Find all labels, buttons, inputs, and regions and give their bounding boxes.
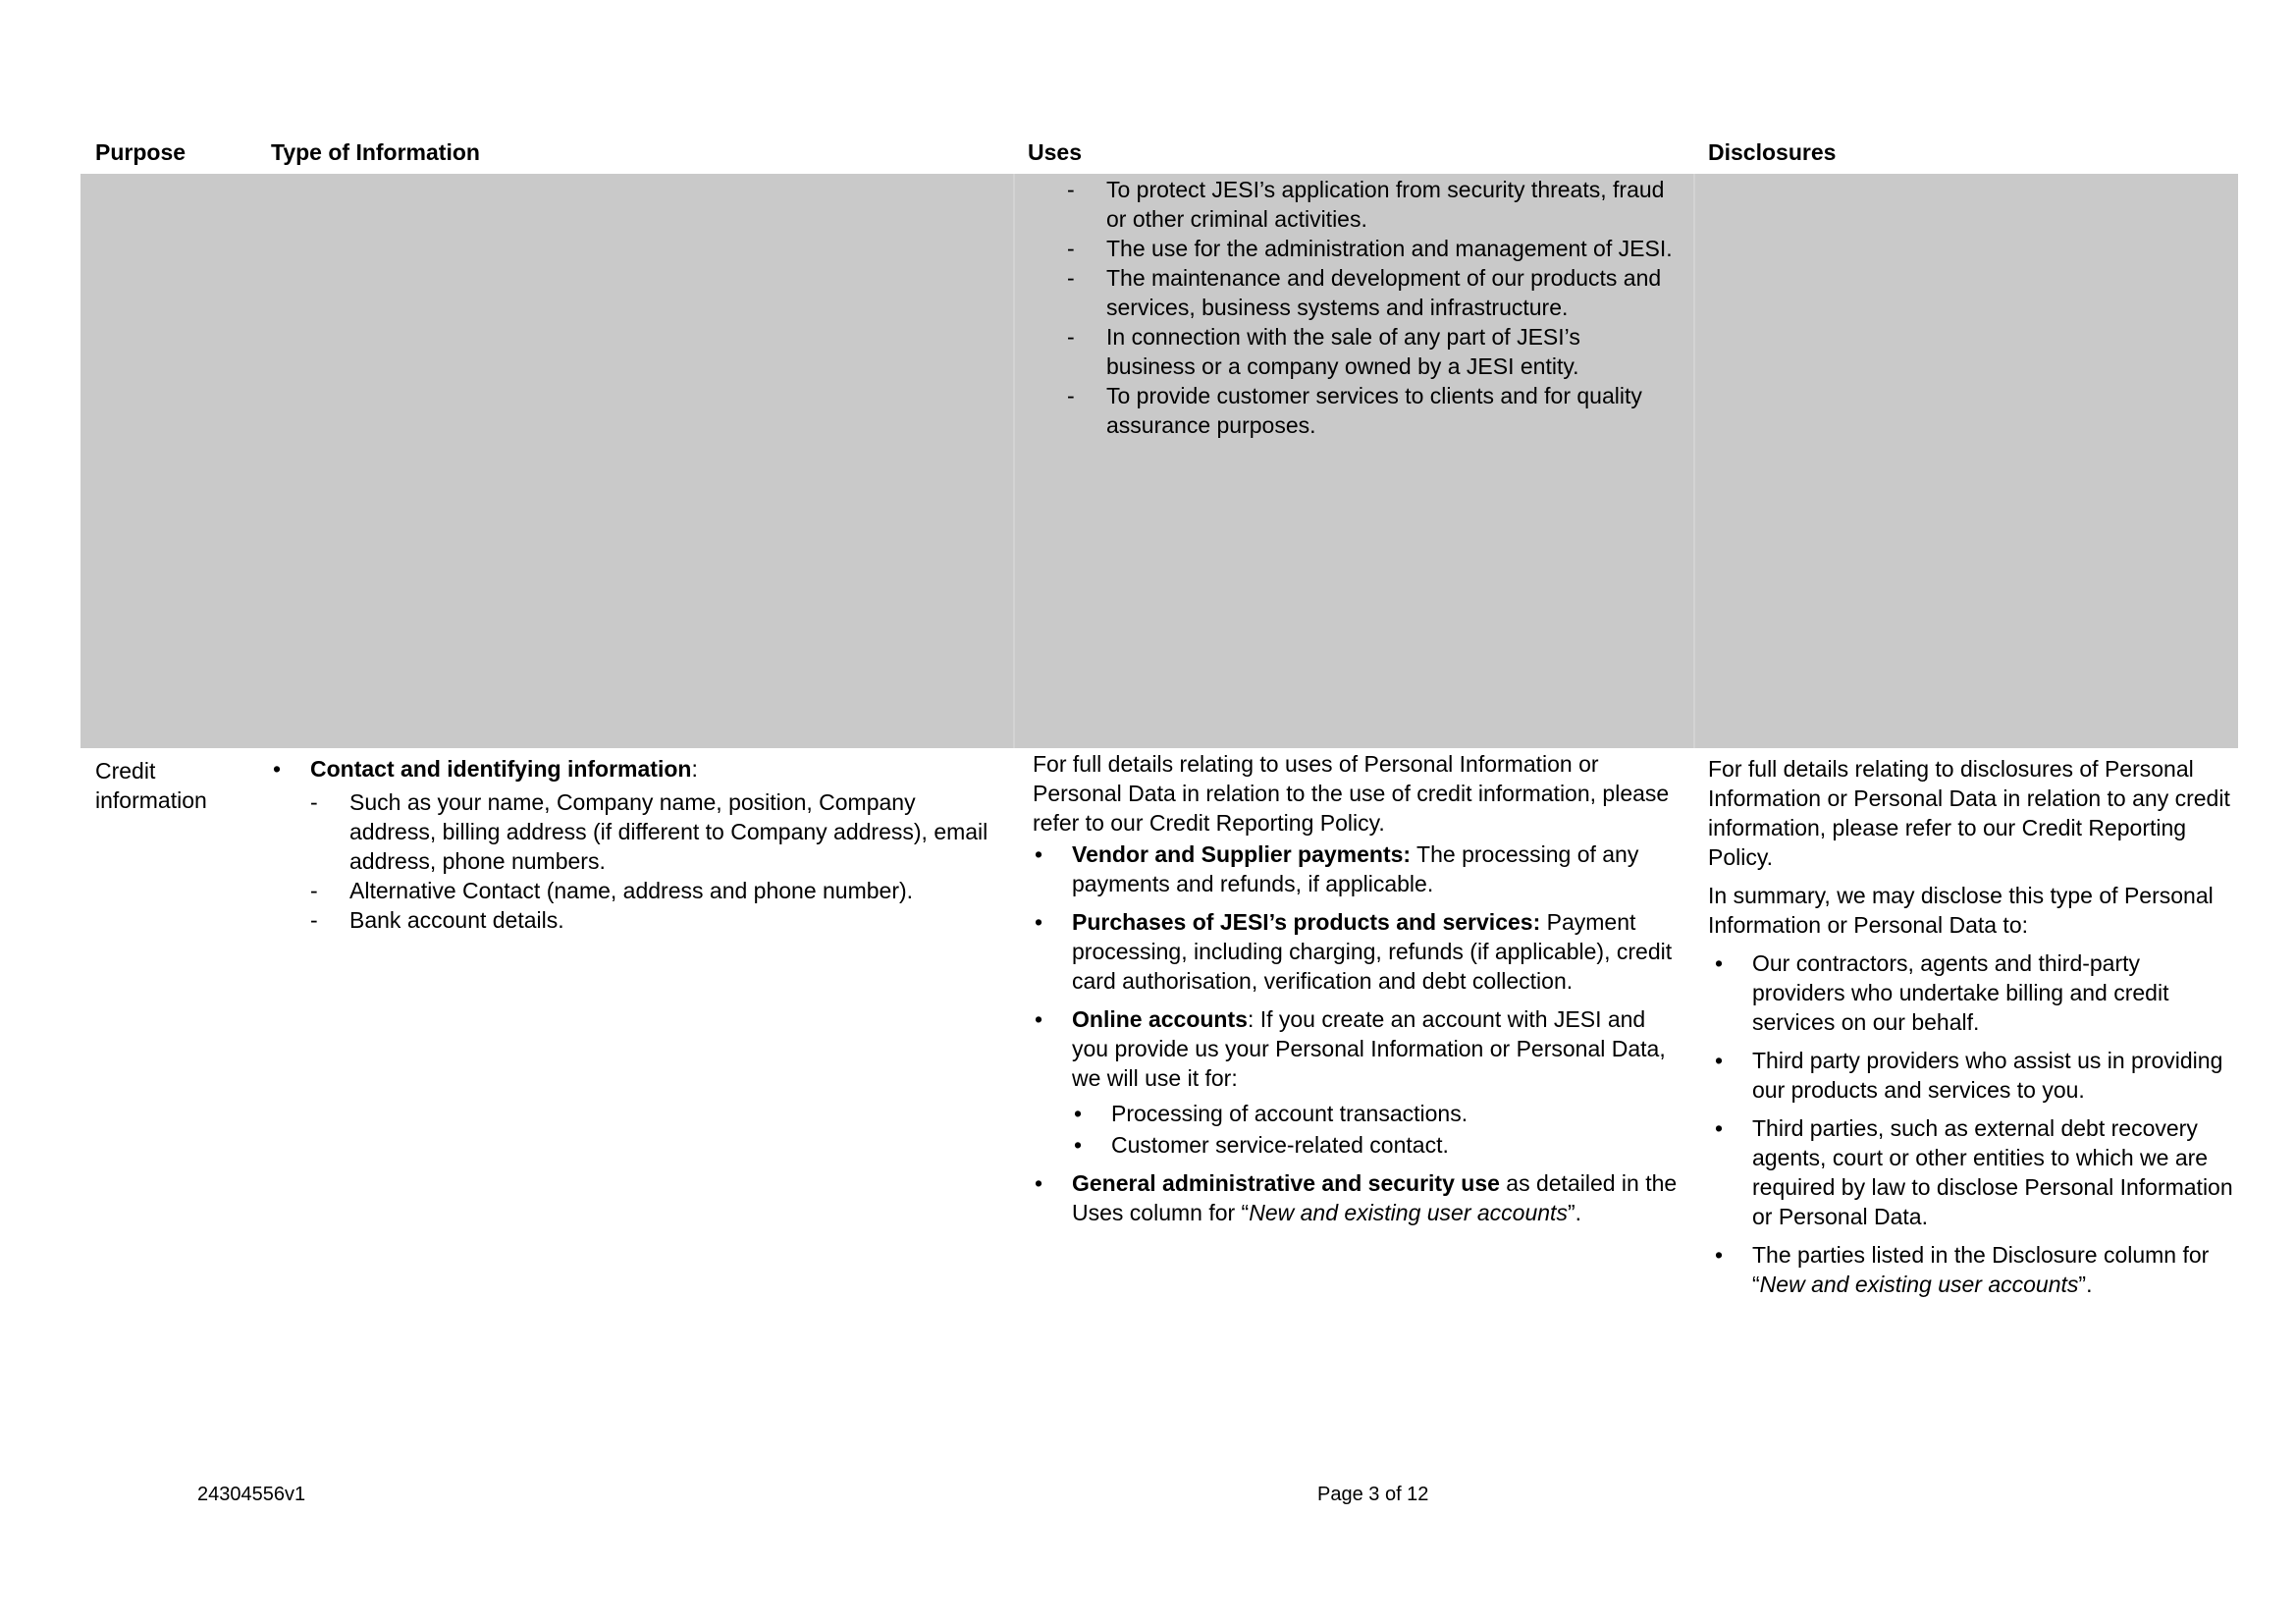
bold-text: General administrative and security use (1072, 1170, 1500, 1196)
list-item: - Such as your name, Company name, position, Company address, billing address (if different to Company address), email address, phone numbers. (310, 787, 997, 876)
bold-text: Vendor and Supplier payments: (1072, 841, 1412, 867)
document-id: 24304556v1 (197, 1484, 306, 1505)
row2-disclosures (1708, 754, 2238, 1308)
list-item: - The maintenance and development of our products and services, business systems and infrastructure. (1067, 263, 1676, 322)
list-item: • Our contractors, agents and third-party providers who undertake billing and credit services on our behalf. (1713, 948, 2238, 1037)
list-item (1033, 839, 1681, 898)
column-divider (1013, 174, 1015, 748)
list-item: - In connection with the sale of any part of JESI’s business or a company owned by a JESI entity. (1067, 322, 1676, 381)
list-item: - Bank account details. (310, 905, 997, 935)
row2-uses (1033, 749, 1681, 1236)
list-item (1033, 1004, 1681, 1160)
list-item: - To protect JESI’s application from security threats, fraud or other criminal activities. (1067, 175, 1676, 234)
row1-uses (1067, 175, 1676, 440)
header-disclosures: Disclosures (1708, 139, 1837, 165)
list-item: • Third party providers who assist us in providing our products and services to you. (1713, 1046, 2238, 1105)
list-item: - The use for the administration and management of JESI. (1067, 234, 1676, 263)
row2-type (271, 754, 997, 935)
list-item (1033, 907, 1681, 996)
text: Payment processing, including charging, refunds (if applicable), credit card authorisation, verification and debt collection. (1072, 909, 1673, 994)
list-item: • Customer service-related contact. (1072, 1130, 1681, 1160)
list-item: • Third parties, such as external debt recovery agents, court or other entities to which we are required by law to disclose Personal Information or Personal Data. (1713, 1113, 2238, 1231)
list-item (271, 754, 997, 784)
type-heading: Contact and identifying information (310, 756, 692, 782)
list-item (1033, 1168, 1681, 1227)
list-item: • Processing of account transactions. (1072, 1099, 1681, 1128)
page-number: Page 3 of 12 (1317, 1484, 1429, 1505)
disclosures-intro: For full details relating to disclosures of Personal Information or Personal Data in relation to any credit information, please refer to our Credit Reporting Policy. (1708, 756, 2230, 870)
list-item: - Alternative Contact (name, address and phone number). (310, 876, 997, 905)
row2-purpose: Credit information (95, 758, 207, 813)
text: The parties listed in the Disclosure column for “ (1752, 1242, 2210, 1297)
italic-text: New and existing user accounts (1759, 1272, 2079, 1297)
text: as detailed in the Uses column for “ (1072, 1170, 1678, 1225)
text: ”. (2078, 1272, 2093, 1297)
text: The processing of any payments and refunds, if applicable. (1072, 841, 1639, 896)
text: ”. (1567, 1200, 1582, 1225)
italic-text: New and existing user accounts (1249, 1200, 1568, 1225)
text: : If you create an account with JESI and you provide us your Personal Information or Personal Data, we will use it for: (1072, 1006, 1666, 1091)
header-uses: Uses (1028, 139, 1082, 165)
list-item (1713, 1240, 2238, 1299)
list-item: - To provide customer services to clients and for quality assurance purposes. (1067, 381, 1676, 440)
header-purpose: Purpose (95, 139, 187, 165)
disclosures-summary: In summary, we may disclose this type of Personal Information or Personal Data to: (1708, 883, 2214, 938)
type-heading-suffix: : (691, 756, 698, 782)
bold-text: Online accounts (1072, 1006, 1248, 1032)
column-divider (1693, 174, 1695, 748)
uses-intro: For full details relating to uses of Personal Information or Personal Data in relation to the use of credit information, please refer to our Credit Reporting Policy. (1033, 751, 1670, 836)
header-type: Type of Information (271, 139, 480, 165)
bold-text: Purchases of JESI’s products and services: (1072, 909, 1541, 935)
